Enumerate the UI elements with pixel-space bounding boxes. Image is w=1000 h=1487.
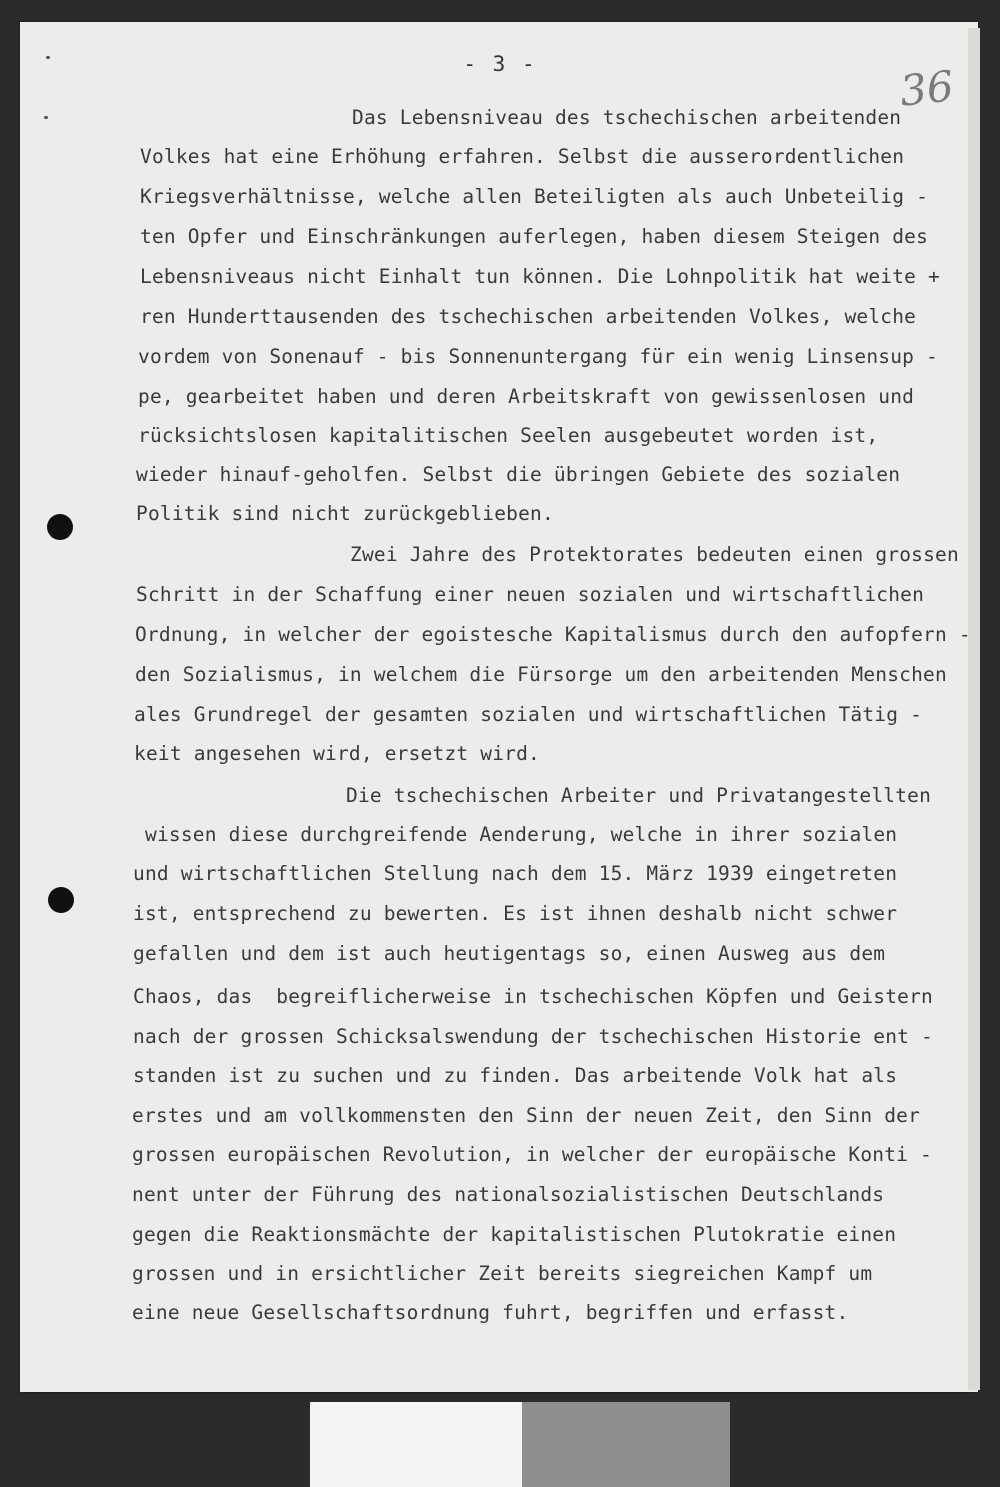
text-line: den Sozialismus, in welchem die Fürsorge um den arbeitenden Menschen <box>135 663 947 686</box>
text-line: standen ist zu suchen und zu finden. Das arbeitende Volk hat als <box>133 1064 898 1087</box>
text-line: nent unter der Führung des nationalsozialistischen Deutschlands <box>132 1183 885 1206</box>
text-line: grossen europäischen Revolution, in welcher der europäische Konti - <box>132 1143 932 1166</box>
text-line: nach der grossen Schicksalswendung der tschechischen Historie ent - <box>133 1025 933 1048</box>
text-line: Ordnung, in welcher der egoistesche Kapitalismus durch den aufopfern - <box>135 623 971 646</box>
text-line: Volkes hat eine Erhöhung erfahren. Selbst die ausserordentlichen <box>140 145 905 168</box>
text-line: rücksichtslosen kapitalitischen Seelen ausgebeutet worden ist, <box>138 424 879 447</box>
text-line: Die tschechischen Arbeiter und Privatangestellten <box>346 784 932 807</box>
page-number: - 3 - <box>463 52 537 76</box>
color-target-white <box>310 1402 522 1487</box>
text-line: und wirtschaftlichen Stellung nach dem 15. März 1939 eingetreten <box>133 862 898 885</box>
text-line: Chaos, das begreiflicherweise in tschechischen Köpfen und Geistern <box>133 985 933 1008</box>
handwritten-folio-number: 36 <box>897 61 956 116</box>
text-line: eine neue Gesellschaftsordnung fuhrt, begriffen und erfasst. <box>132 1301 849 1324</box>
text-line: ren Hunderttausenden des tschechischen arbeitenden Volkes, welche <box>140 305 917 328</box>
text-line: wieder hinauf-geholfen. Selbst die übringen Gebiete des sozialen <box>136 463 901 486</box>
text-line: vordem von Sonenauf - bis Sonnenuntergang für ein wenig Linsensup - <box>138 345 938 368</box>
text-line: Lebensniveaus nicht Einhalt tun können. Die Lohnpolitik hat weite + <box>140 265 940 288</box>
page-edge <box>968 28 980 1390</box>
paper-speck <box>46 56 50 59</box>
punch-hole-top <box>47 514 73 540</box>
text-line: ist, entsprechend zu bewerten. Es ist ihnen deshalb nicht schwer <box>133 902 898 925</box>
text-line: Politik sind nicht zurückgeblieben. <box>136 502 554 525</box>
text-line: wissen diese durchgreifende Aenderung, welche in ihrer sozialen <box>145 823 898 846</box>
text-line: pe, gearbeitet haben und deren Arbeitskraft von gewissenlosen und <box>138 385 915 408</box>
text-line: Kriegsverhältnisse, welche allen Beteiligten als auch Unbeteilig - <box>140 185 929 208</box>
text-line: ales Grundregel der gesamten sozialen und wirtschaftlichen Tätig - <box>134 703 923 726</box>
color-target-gray <box>522 1402 730 1487</box>
paper-speck <box>44 116 48 119</box>
text-line: keit angesehen wird, ersetzt wird. <box>134 742 540 765</box>
text-line: ten Opfer und Einschränkungen auferlegen, haben diesem Steigen des <box>140 225 929 248</box>
punch-hole-bottom <box>48 887 74 913</box>
text-line: grossen und in ersichtlicher Zeit bereits siegreichen Kampf um <box>132 1262 873 1285</box>
text-line: Zwei Jahre des Protektorates bedeuten einen grossen <box>350 543 959 566</box>
text-line: gegen die Reaktionsmächte der kapitalistischen Plutokratie einen <box>132 1223 897 1246</box>
text-line: gefallen und dem ist auch heutigentags so, einen Ausweg aus dem <box>133 942 886 965</box>
text-line: Das Lebensniveau des tschechischen arbeitenden <box>352 106 902 129</box>
text-line: Schritt in der Schaffung einer neuen sozialen und wirtschaftlichen <box>136 583 925 606</box>
text-line: erstes und am vollkommensten den Sinn der neuen Zeit, den Sinn der <box>132 1104 921 1127</box>
